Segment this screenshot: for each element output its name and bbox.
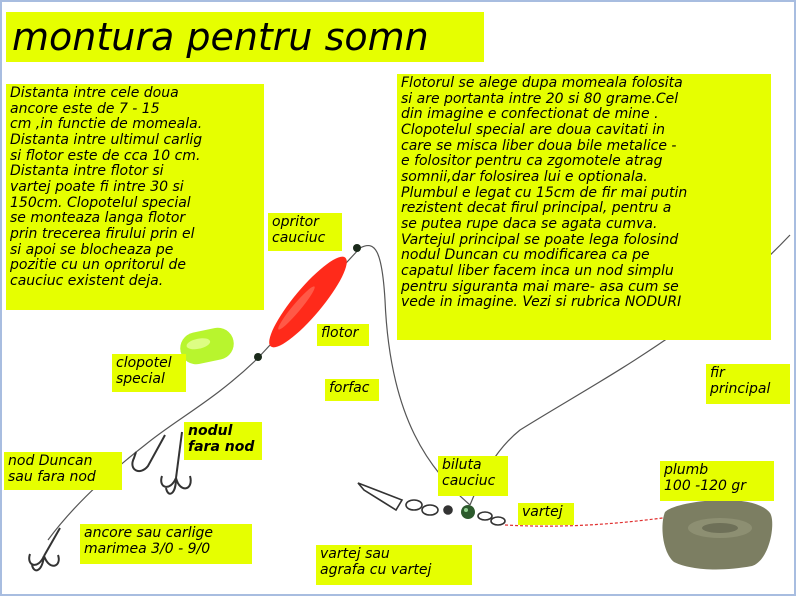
label-flotor: flotor bbox=[317, 324, 369, 346]
swivel-icon bbox=[478, 512, 505, 525]
anchor-hook-icon bbox=[29, 528, 60, 570]
label-fir-principal: fir principal bbox=[706, 364, 790, 404]
sinker-icon bbox=[662, 500, 772, 569]
label-biluta: biluta cauciuc bbox=[438, 456, 508, 496]
label-nodul-fara-nod: nodul fara nod bbox=[184, 422, 262, 460]
page-title: montura pentru somn bbox=[6, 12, 484, 62]
label-clopotel: clopotel special bbox=[112, 354, 186, 392]
rattle-icon bbox=[177, 325, 236, 368]
right-description: Flotorul se alege dupa momeala folosita si are portanta intre 20 si 80 grame.Cel din imagine e confectionat de mine . Clopotelul special are doua cavitati in care se misca liber doua bile metalice - e folositor pentru ca zgomotele atrag somnii,dar folosirea lui e optionala. Plumbul e legat cu 15cm de fir mai putin rezistent decat firul principal, pentru a se putea rupe daca se agata cumva. Vartejul principal se poate lega folosind nodul Duncan cu modificarea ca pe capatul liber facem inca un nod simplu pentru siguranta mai mare- asa cum se vede in imagine. Vezi si rubrica NODURI bbox=[397, 74, 771, 340]
label-opritor: opritor cauciuc bbox=[268, 213, 342, 251]
label-forfac: forfac bbox=[325, 379, 379, 401]
single-hook-icon bbox=[132, 435, 165, 471]
label-vartej: vartej bbox=[518, 503, 574, 525]
label-nod-duncan: nod Duncan sau fara nod bbox=[4, 452, 122, 490]
stopper-bead bbox=[353, 244, 361, 252]
left-description: Distanta intre cele doua ancore este de 7 - 15 cm ,in functie de momeala. Distanta intre ultimul carlig si flotor este de cca 10 cm. Distanta intre flotor si vartej poate fi intre 30 si 150cm. Clopotelul special se monteaza langa flotor prin trecerea firului prin el si apoi se blocheaza pe pozitie cu un opritorul de cauciuc existent deja. bbox=[6, 84, 264, 310]
label-vartej-agrafa: vartej sau agrafa cu vartej bbox=[316, 545, 472, 585]
label-plumb: plumb 100 -120 gr bbox=[660, 461, 774, 501]
stopper-bead-lower bbox=[254, 353, 262, 361]
rubber-bead-icon bbox=[461, 505, 475, 519]
label-ancore: ancore sau carlige marimea 3/0 - 9/0 bbox=[80, 524, 252, 564]
